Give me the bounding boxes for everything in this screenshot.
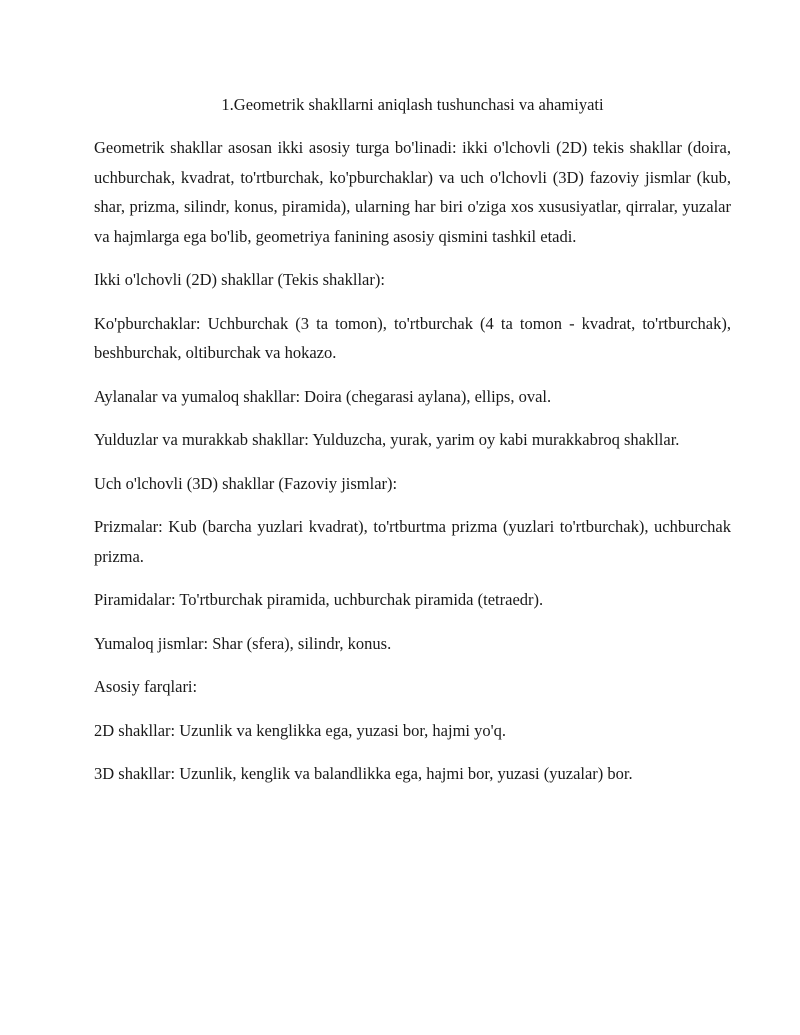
paragraph-round-shapes: Aylanalar va yumaloq shakllar: Doira (chegarasi aylana), ellips, oval. [94,386,552,406]
paragraph-round-solids: Yumaloq jismlar: Shar (sfera), silindr, konus. [94,633,392,653]
paragraph-pyramids: Piramidalar: To'rtburchak piramida, uchburchak piramida (tetraedr). [94,590,544,609]
paragraph-prisms: Prizmalar: Kub (barcha yuzlari kvadrat), to'rtburtma prizma (yuzlari to'rtburchak), uchburchak prizma. [94,517,731,566]
heading-2d-shapes: Ikki o'lchovli (2D) shakllar (Tekis shakllar): [94,270,385,289]
paragraph-stars: Yulduzlar va murakkab shakllar: Yulduzcha, yurak, yarim oy kabi murakkabroq shakllar. [94,430,680,449]
paragraph-3d-difference: 3D shakllar: Uzunlik, kenglik va balandlikka ega, hajmi bor, yuzasi (yuzalar) bor. [94,764,633,783]
paragraph-2d-difference: 2D shakllar: Uzunlik va kenglikka ega, yuzasi bor, hajmi yo'q. [94,720,506,740]
paragraph-intro: Geometrik shakllar asosan ikki asosiy turga bo'linadi: ikki o'lchovli (2D) tekis shakllar (doira, uchburchak, kvadrat, to'rtburchak, ko'pburchaklar) va uch o'lchovli (3D) fazoviy jismlar (kub, shar, prizma, silindr, konus, piramida), ularning har biri o'ziga xos xususiyatlar, qirralar, yuzalar va hajmlarga ega bo'lib, geometriya fanining asosiy qismini tashkil etadi. [94,138,731,246]
document-title: 1.Geometrik shakllarni aniqlash tushunchasi va ahamiyati [221,95,604,114]
heading-main-differences: Asosiy farqlari: [94,677,198,696]
paragraph-polygons: Ko'pburchaklar: Uchburchak (3 ta tomon), to'rtburchak (4 ta tomon - kvadrat, to'rtburchak), beshburchak, oltiburchak va hokazo. [94,313,731,362]
heading-3d-shapes: Uch o'lchovli (3D) shakllar (Fazoviy jismlar): [94,473,398,493]
document-page [94,90,731,803]
